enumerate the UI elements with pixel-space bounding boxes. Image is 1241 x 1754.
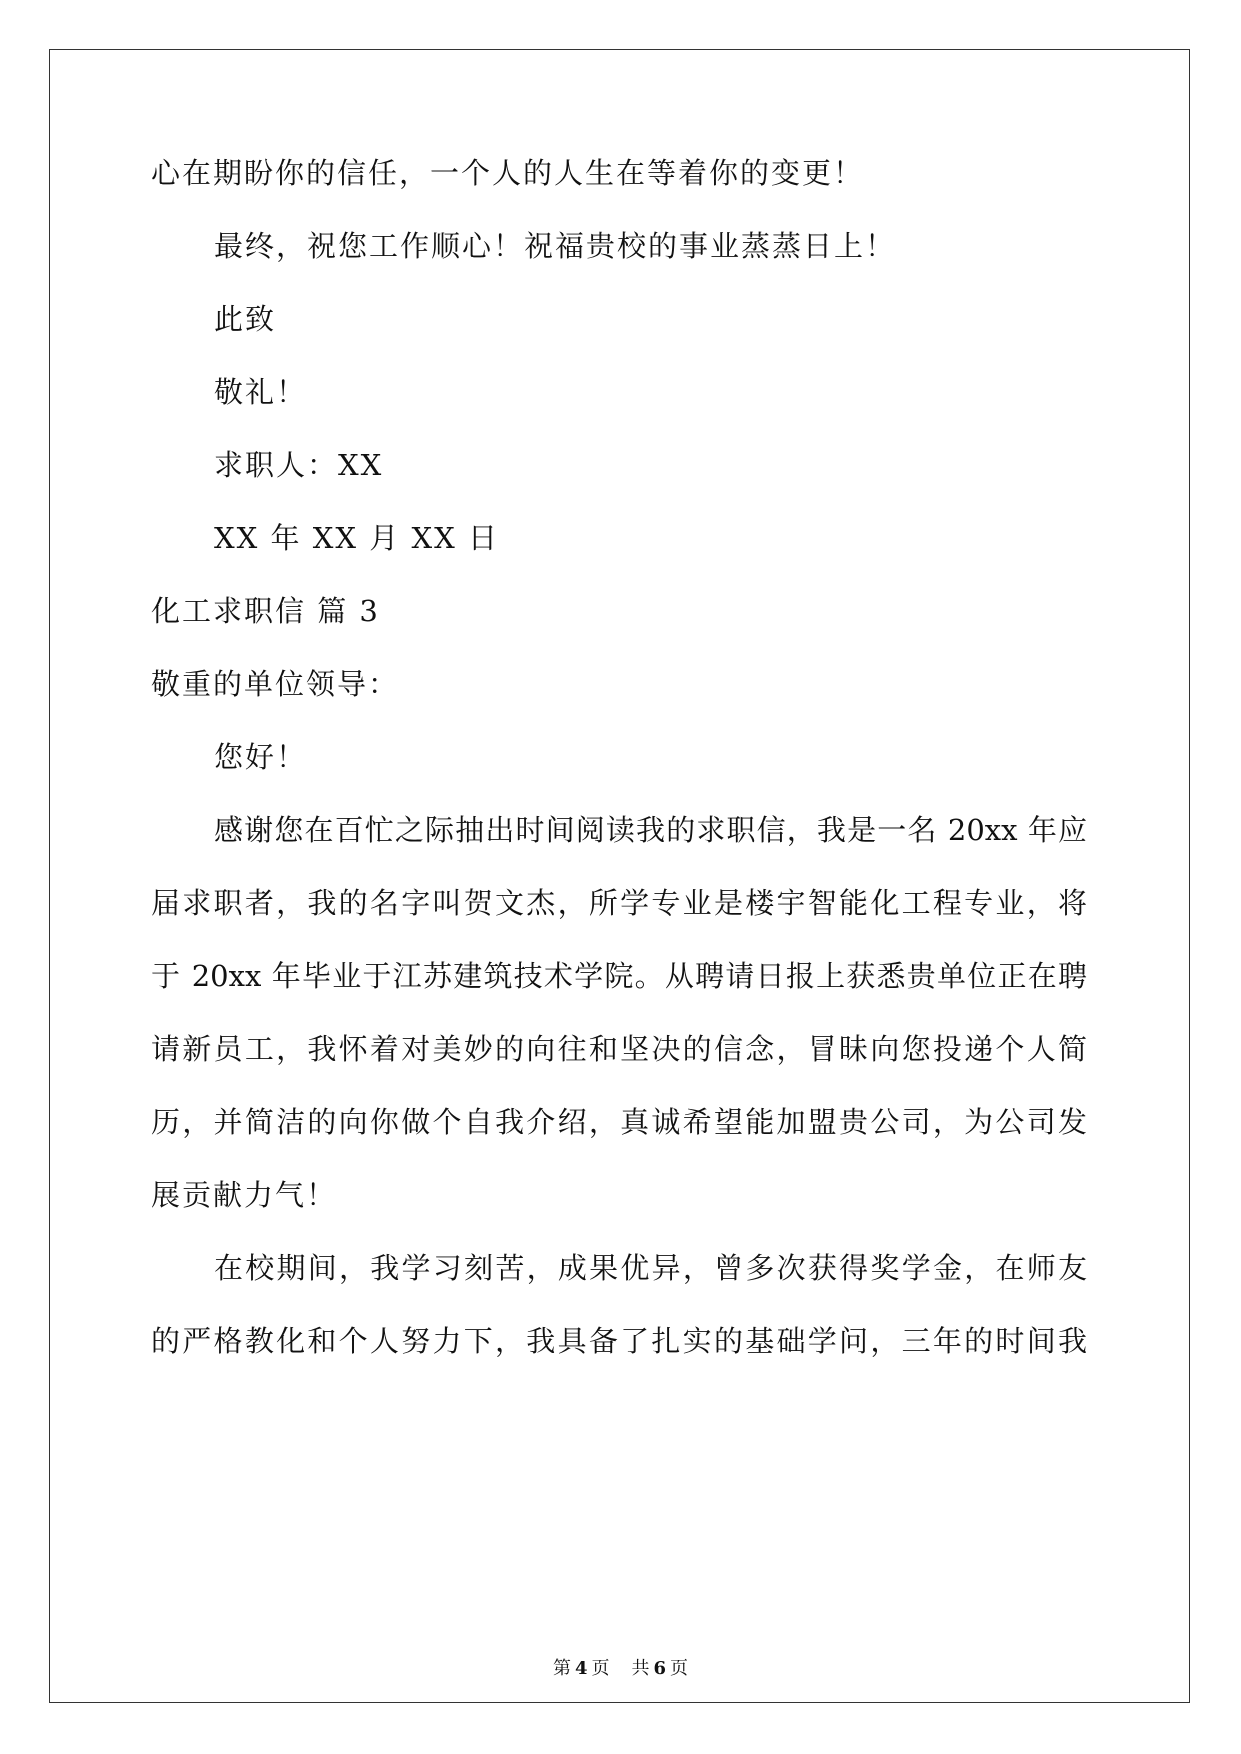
page-number-footer: [0, 1657, 1241, 1681]
page-border: [49, 49, 1190, 1703]
footer-total-prefix: 共: [631, 1658, 650, 1679]
footer-current-page: 4: [574, 1658, 588, 1679]
paragraph-line: 感谢您在百忙之际抽出时间阅读我的求职信，我是一名 20xx 年应: [214, 813, 1087, 847]
salutation-ci-zhi: 此致: [214, 302, 277, 336]
letter-greeting: 敬重的单位领导：: [151, 667, 400, 701]
paragraph-line: 展贡献力气！: [151, 1178, 338, 1212]
footer-total-unit: 页: [670, 1658, 689, 1679]
closing-wish: 最终，祝您工作顺心！祝福贵校的事业蒸蒸日上！: [214, 229, 897, 263]
footer-page-unit: 页: [591, 1658, 610, 1679]
hello-line: 您好！: [214, 740, 308, 774]
paragraph-line: 的严格教化和个人努力下，我具备了扎实的基础学问，三年的时间我: [151, 1324, 1087, 1358]
paragraph-line: 历，并简洁的向你做个自我介绍，真诚希望能加盟贵公司，为公司发: [151, 1105, 1087, 1139]
salutation-jing-li: 敬礼！: [214, 375, 308, 409]
paragraph-line: 请新员工，我怀着对美妙的向往和坚决的信念，冒昧向您投递个人简: [151, 1032, 1087, 1066]
section-heading: 化工求职信 篇 3: [151, 594, 380, 628]
footer-total-pages: 6: [653, 1658, 667, 1679]
paragraph-line: 心在期盼你的信任，一个人的人生在等着你的变更！: [151, 156, 865, 190]
letter-date: XX 年 XX 月 XX 日: [214, 521, 499, 555]
applicant-signature: 求职人：XX: [214, 448, 384, 482]
footer-page-prefix: 第: [552, 1658, 571, 1679]
paragraph-line: 届求职者，我的名字叫贺文杰，所学专业是楼宇智能化工程专业，将: [151, 886, 1087, 920]
paragraph-line: 于 20xx 年毕业于江苏建筑技术学院。从聘请日报上获悉贵单位正在聘: [151, 959, 1087, 993]
paragraph-line: 在校期间，我学习刻苦，成果优异，曾多次获得奖学金，在师友: [214, 1251, 1087, 1285]
